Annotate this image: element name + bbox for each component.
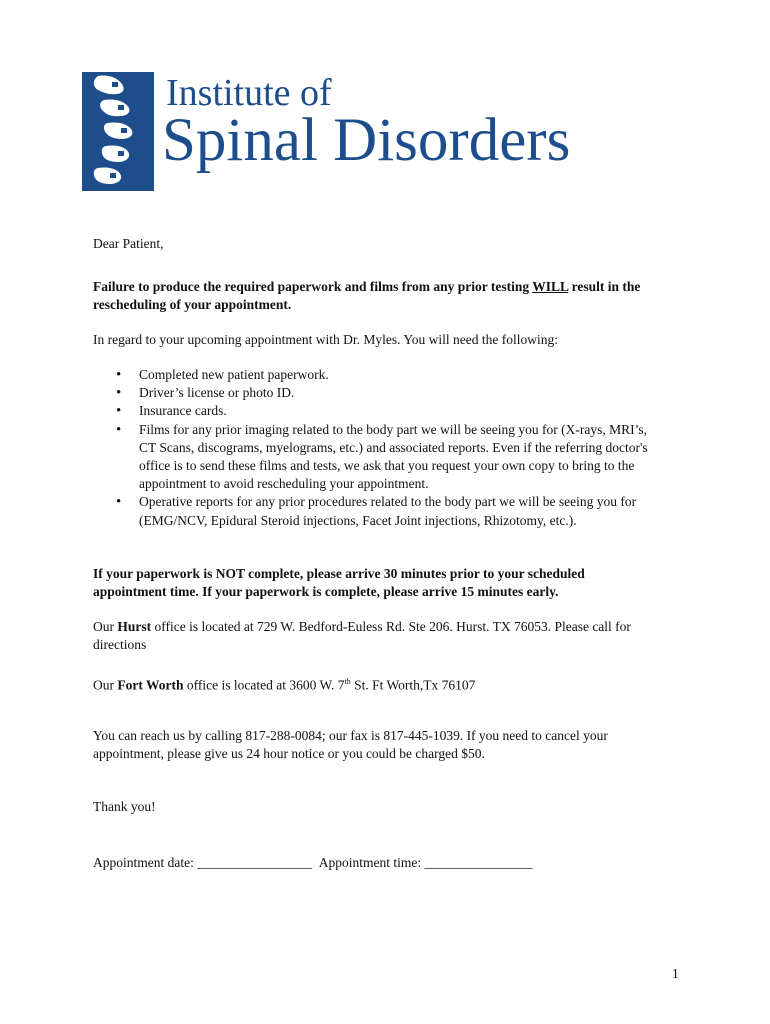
warning-emphasis: WILL — [532, 279, 569, 294]
requirements-list — [93, 366, 653, 530]
paperwork-warning: Failure to produce the required paperwork and films from any prior testing WILL result in the rescheduling of your appointment. — [93, 279, 641, 312]
list-item: • Insurance cards. — [93, 402, 653, 420]
list-item: • Completed new patient paperwork. — [93, 366, 653, 384]
hurst-name: Hurst — [117, 619, 152, 634]
contact-paragraph: You can reach us by calling 817-288-0084; our fax is 817-445-1039. If you need to cancel your appointment, please give us 24 hour notice or you could be charged $50. — [93, 728, 608, 761]
fort-worth-name: Fort Worth — [117, 677, 184, 693]
list-item: • Films for any prior imaging related to the body part we will be seeing you for (X-rays, MRI’s, CT Scans, discograms, myelograms, etc.) and associated reports. Even if the referring doctor's office is to send these films and tests, we ask that you request your own copy to bring to the appointment to avoid rescheduling your appointment. — [93, 421, 653, 494]
arrival-notice: If your paperwork is NOT complete, please arrive 30 minutes prior to your scheduled appointment time. If your paperwork is complete, please arrive 15 minutes early. — [93, 566, 585, 599]
fort-worth-office: Our Fort Worth office is located at 3600 W. 7th St. Ft Worth,Tx 76107 — [93, 677, 476, 693]
spine-logo-icon — [82, 72, 154, 191]
logo-title-line2: Spinal Disorders — [162, 107, 571, 174]
appointment-time-label: Appointment time: ________________ — [318, 855, 533, 870]
list-item: • Operative reports for any prior procedures related to the body part we will be seeing you for (EMG/NCV, Epidural Steroid injections, Facet Joint injections, Rhizotomy, etc.). — [93, 493, 653, 529]
hurst-office: Our Hurst office is located at 729 W. Bedford-Euless Rd. Ste 206. Hurst. TX 76053. Please call for directions — [93, 619, 631, 652]
greeting: Dear Patient, — [93, 236, 164, 251]
appointment-fields — [93, 854, 653, 872]
thank-you: Thank you! — [93, 799, 156, 814]
intro-paragraph: In regard to your upcoming appointment with Dr. Myles. You will need the following: — [93, 332, 558, 347]
list-item: • Driver’s license or photo ID. — [93, 384, 653, 402]
logo-title-line1: Institute of — [166, 72, 332, 114]
institute-logo — [82, 72, 702, 194]
page-number: 1 — [672, 966, 679, 981]
appointment-date-label: Appointment date: _________________ — [93, 855, 312, 870]
